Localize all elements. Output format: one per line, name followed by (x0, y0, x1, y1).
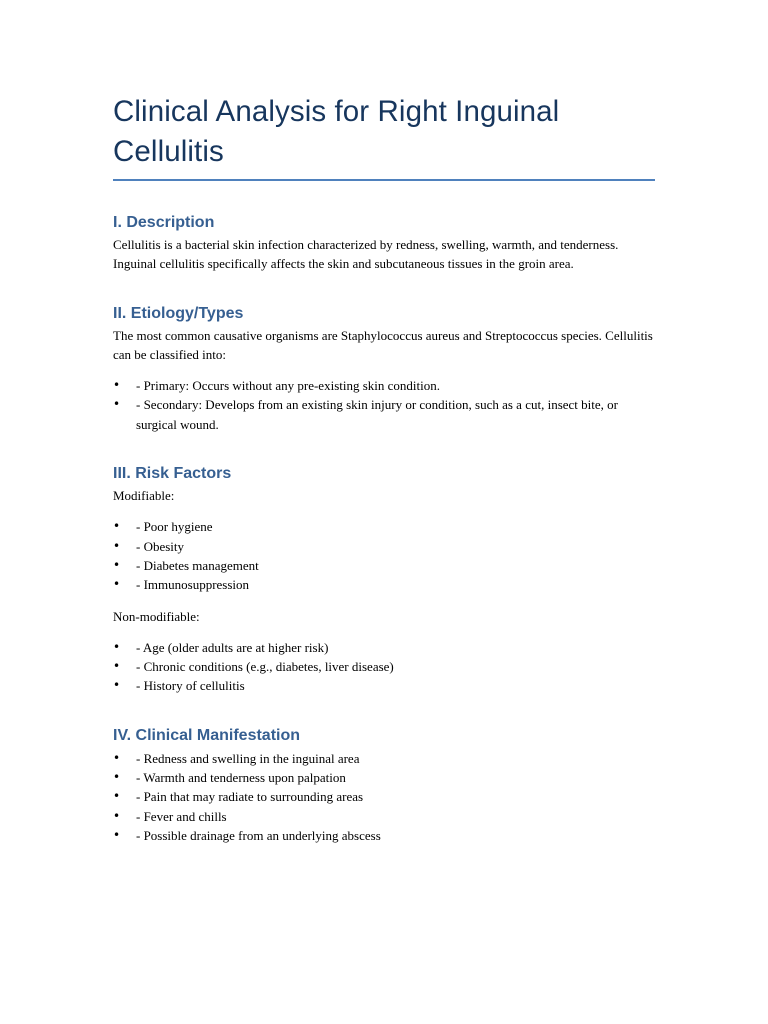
bullet-icon: • (113, 659, 121, 674)
list-item (113, 826, 655, 845)
bullet-icon: • (113, 397, 121, 412)
modifiable-label: Modifiable: (113, 488, 175, 504)
list-item-text: - Possible drainage from an underlying abscess (136, 827, 381, 843)
non-modifiable-list (113, 638, 655, 696)
section-etiology (113, 304, 655, 434)
list-item-text: - Poor hygiene (136, 519, 213, 535)
list-item-text: - Primary: Occurs without any pre-existing skin condition. (136, 378, 441, 394)
list-item (113, 556, 655, 575)
list-item-text: - Immunosuppression (136, 577, 250, 593)
list-item-text: - Age (older adults are at higher risk) (136, 639, 329, 655)
bullet-icon: • (113, 789, 121, 804)
section-description (113, 213, 655, 274)
list-item (113, 787, 655, 806)
bullet-icon: • (113, 770, 121, 785)
list-item (113, 376, 655, 395)
bullet-icon: • (113, 519, 121, 534)
modifiable-list (113, 517, 655, 594)
bullet-icon: • (113, 577, 121, 592)
list-item (113, 395, 655, 434)
non-modifiable-label: Non-modifiable: (113, 608, 200, 624)
bullet-icon: • (113, 750, 121, 765)
section-heading-description: I. Description (113, 214, 215, 231)
list-item-text: - Fever and chills (136, 808, 227, 824)
list-item (113, 657, 655, 676)
section-heading-etiology: II. Etiology/Types (113, 304, 244, 322)
bullet-icon: • (113, 639, 121, 654)
list-item-text: - Redness and swelling in the inguinal area (136, 750, 360, 766)
bullet-icon: • (113, 678, 121, 693)
list-item-text: - History of cellulitis (136, 678, 245, 694)
list-item (113, 638, 655, 657)
list-item-text: - Warmth and tenderness upon palpation (136, 770, 346, 786)
document-page (113, 92, 655, 845)
description-paragraph: Cellulitis is a bacterial skin infection characterized by redness, swelling, warmth, and tenderness. Inguinal cellulitis specifically affects the skin and subcutaneous tissues in the groin area. (113, 237, 619, 272)
document-title: Clinical Analysis for Right Inguinal Cellulitis (113, 95, 560, 168)
list-item-text: - Obesity (136, 538, 185, 554)
list-item (113, 575, 655, 594)
bullet-icon: • (113, 808, 121, 823)
section-heading-risk-factors: III. Risk Factors (113, 465, 232, 483)
bullet-icon: • (113, 378, 121, 393)
list-item (113, 517, 655, 536)
section-clinical-manifestation (113, 726, 655, 845)
bullet-icon: • (113, 538, 121, 553)
section-risk-factors (113, 464, 655, 696)
list-item-text: - Secondary: Develops from an existing skin injury or condition, such as a cut, insect bite, or surgical wound. (136, 397, 618, 432)
list-item (113, 749, 655, 768)
bullet-icon: • (113, 557, 121, 572)
etiology-list (113, 376, 655, 434)
list-item-text: - Chronic conditions (e.g., diabetes, liver disease) (136, 659, 394, 675)
list-item (113, 537, 655, 556)
list-item-text: - Pain that may radiate to surrounding areas (136, 789, 364, 805)
title-underline (113, 179, 655, 181)
list-item-text: - Diabetes management (136, 557, 259, 573)
list-item (113, 807, 655, 826)
clinical-manifestation-list (113, 749, 655, 845)
section-heading-clinical-manifestation: IV. Clinical Manifestation (113, 726, 301, 744)
etiology-paragraph: The most common causative organisms are Staphylococcus aureus and Streptococcus species. Cellulitis can be classified into: (113, 327, 653, 362)
list-item (113, 676, 655, 695)
list-item (113, 768, 655, 787)
bullet-icon: • (113, 827, 121, 842)
